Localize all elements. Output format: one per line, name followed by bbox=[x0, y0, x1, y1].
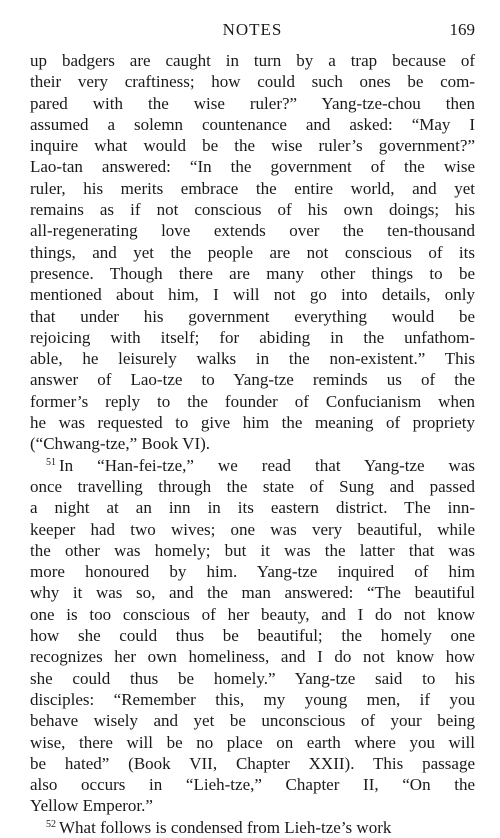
line-text: able, he leisurely walks in the non-existent.” This bbox=[30, 349, 475, 369]
line-text: (“Chwang-tze,” Book VI). bbox=[30, 434, 211, 454]
text-line bbox=[30, 263, 475, 284]
line-text: presence. Though there are many other things to be bbox=[30, 263, 475, 283]
line-text: recognizes her own homeliness, and I do not know how bbox=[30, 647, 475, 667]
text-line bbox=[30, 242, 475, 263]
text-line bbox=[30, 561, 475, 582]
text-line bbox=[30, 93, 475, 114]
notes-text-block bbox=[30, 50, 475, 838]
text-line bbox=[30, 412, 475, 433]
line-text: former’s reply to the founder of Confucianism when bbox=[30, 391, 475, 411]
line-text: more honoured by him. Yang-tze inquired of him bbox=[30, 562, 475, 582]
text-line bbox=[30, 220, 475, 241]
line-text: keeper had two wives; one was very beautiful, while bbox=[30, 519, 475, 539]
text-line bbox=[30, 178, 475, 199]
text-line bbox=[30, 497, 475, 518]
text-line bbox=[30, 476, 475, 497]
running-head: NOTES bbox=[222, 20, 283, 39]
text-line bbox=[30, 732, 475, 753]
text-line bbox=[30, 348, 475, 369]
line-text: Lao-tan answered: “In the government of the wise bbox=[30, 157, 475, 177]
text-line bbox=[30, 391, 475, 412]
text-line bbox=[30, 71, 475, 92]
line-text: things, and yet the people are not conscious of its bbox=[30, 242, 475, 262]
text-line bbox=[30, 135, 475, 156]
text-line bbox=[30, 156, 475, 177]
line-text: she could thus be homely.” Yang-tze said to his bbox=[30, 668, 475, 688]
line-text: assumed a solemn countenance and asked: “May I bbox=[30, 114, 475, 134]
text-line bbox=[30, 327, 475, 348]
text-line bbox=[30, 50, 475, 71]
line-text: mentioned about him, I will not go into details, only bbox=[30, 285, 475, 305]
line-text: answer of Lao-tze to Yang-tze reminds us of the bbox=[30, 370, 475, 390]
line-text: In “Han-fei-tze,” we read that Yang-tze was bbox=[59, 455, 475, 475]
line-text: one is too conscious of her beauty, and I do not know bbox=[30, 604, 475, 624]
line-text: behave wisely and yet be unconscious of your being bbox=[30, 711, 475, 731]
line-text: What follows is condensed from Lieh-tze’s work bbox=[59, 817, 392, 837]
text-line bbox=[30, 306, 475, 327]
text-line bbox=[30, 433, 475, 454]
line-text: that under his government everything would be bbox=[30, 306, 475, 326]
text-line bbox=[30, 795, 475, 816]
line-text: their very craftiness; how could such ones be com- bbox=[30, 72, 475, 92]
line-text: how she could thus be beautiful; the homely one bbox=[30, 626, 475, 646]
line-text: once travelling through the state of Sung and passed bbox=[30, 476, 475, 496]
text-line bbox=[30, 540, 475, 561]
line-text: inquire what would be the wise ruler’s government?” bbox=[30, 136, 475, 156]
text-line bbox=[30, 753, 475, 774]
line-text: up badgers are caught in turn by a trap because of bbox=[30, 51, 475, 70]
text-line bbox=[30, 668, 475, 689]
page-header bbox=[30, 18, 475, 40]
text-line bbox=[30, 519, 475, 540]
line-text: disciples: “Remember this, my young men, if you bbox=[30, 689, 475, 709]
line-text: be hated” (Book VII, Chapter XXII). This passage bbox=[30, 753, 475, 773]
text-line bbox=[30, 710, 475, 731]
line-text: remains as if not conscious of his own doings; his bbox=[30, 200, 475, 220]
line-text: rejoicing with itself; for abiding in the unfathom- bbox=[30, 327, 475, 347]
text-line bbox=[30, 774, 475, 795]
text-line bbox=[30, 625, 475, 646]
text-line bbox=[30, 646, 475, 667]
footnote-number: 51 bbox=[46, 456, 56, 468]
line-text: all-regenerating love extends over the ten-thousand bbox=[30, 221, 475, 241]
line-text: pared with the wise ruler?” Yang-tze-chou then bbox=[30, 93, 475, 113]
text-line bbox=[30, 689, 475, 710]
text-line bbox=[30, 604, 475, 625]
text-line bbox=[30, 817, 475, 838]
line-text: Yellow Emperor.” bbox=[30, 796, 153, 816]
line-text: wise, there will be no place on earth where you will bbox=[30, 732, 475, 752]
text-line bbox=[30, 199, 475, 220]
line-text: the other was homely; but it was the latter that was bbox=[30, 540, 475, 560]
footnote-number: 52 bbox=[46, 818, 56, 830]
text-line bbox=[30, 284, 475, 305]
text-line bbox=[30, 455, 475, 476]
line-text: he was requested to give him the meaning of propriety bbox=[30, 413, 475, 433]
page-number: 169 bbox=[449, 20, 475, 39]
line-text: also occurs in “Lieh-tze,” Chapter II, “On the bbox=[30, 775, 475, 795]
text-line bbox=[30, 114, 475, 135]
line-text: a night at an inn in its eastern district. The inn- bbox=[30, 498, 475, 518]
text-line bbox=[30, 582, 475, 603]
line-text: why it was so, and the man answered: “The beautiful bbox=[30, 583, 475, 603]
line-text: ruler, his merits embrace the entire world, and yet bbox=[30, 178, 475, 198]
text-line bbox=[30, 369, 475, 390]
